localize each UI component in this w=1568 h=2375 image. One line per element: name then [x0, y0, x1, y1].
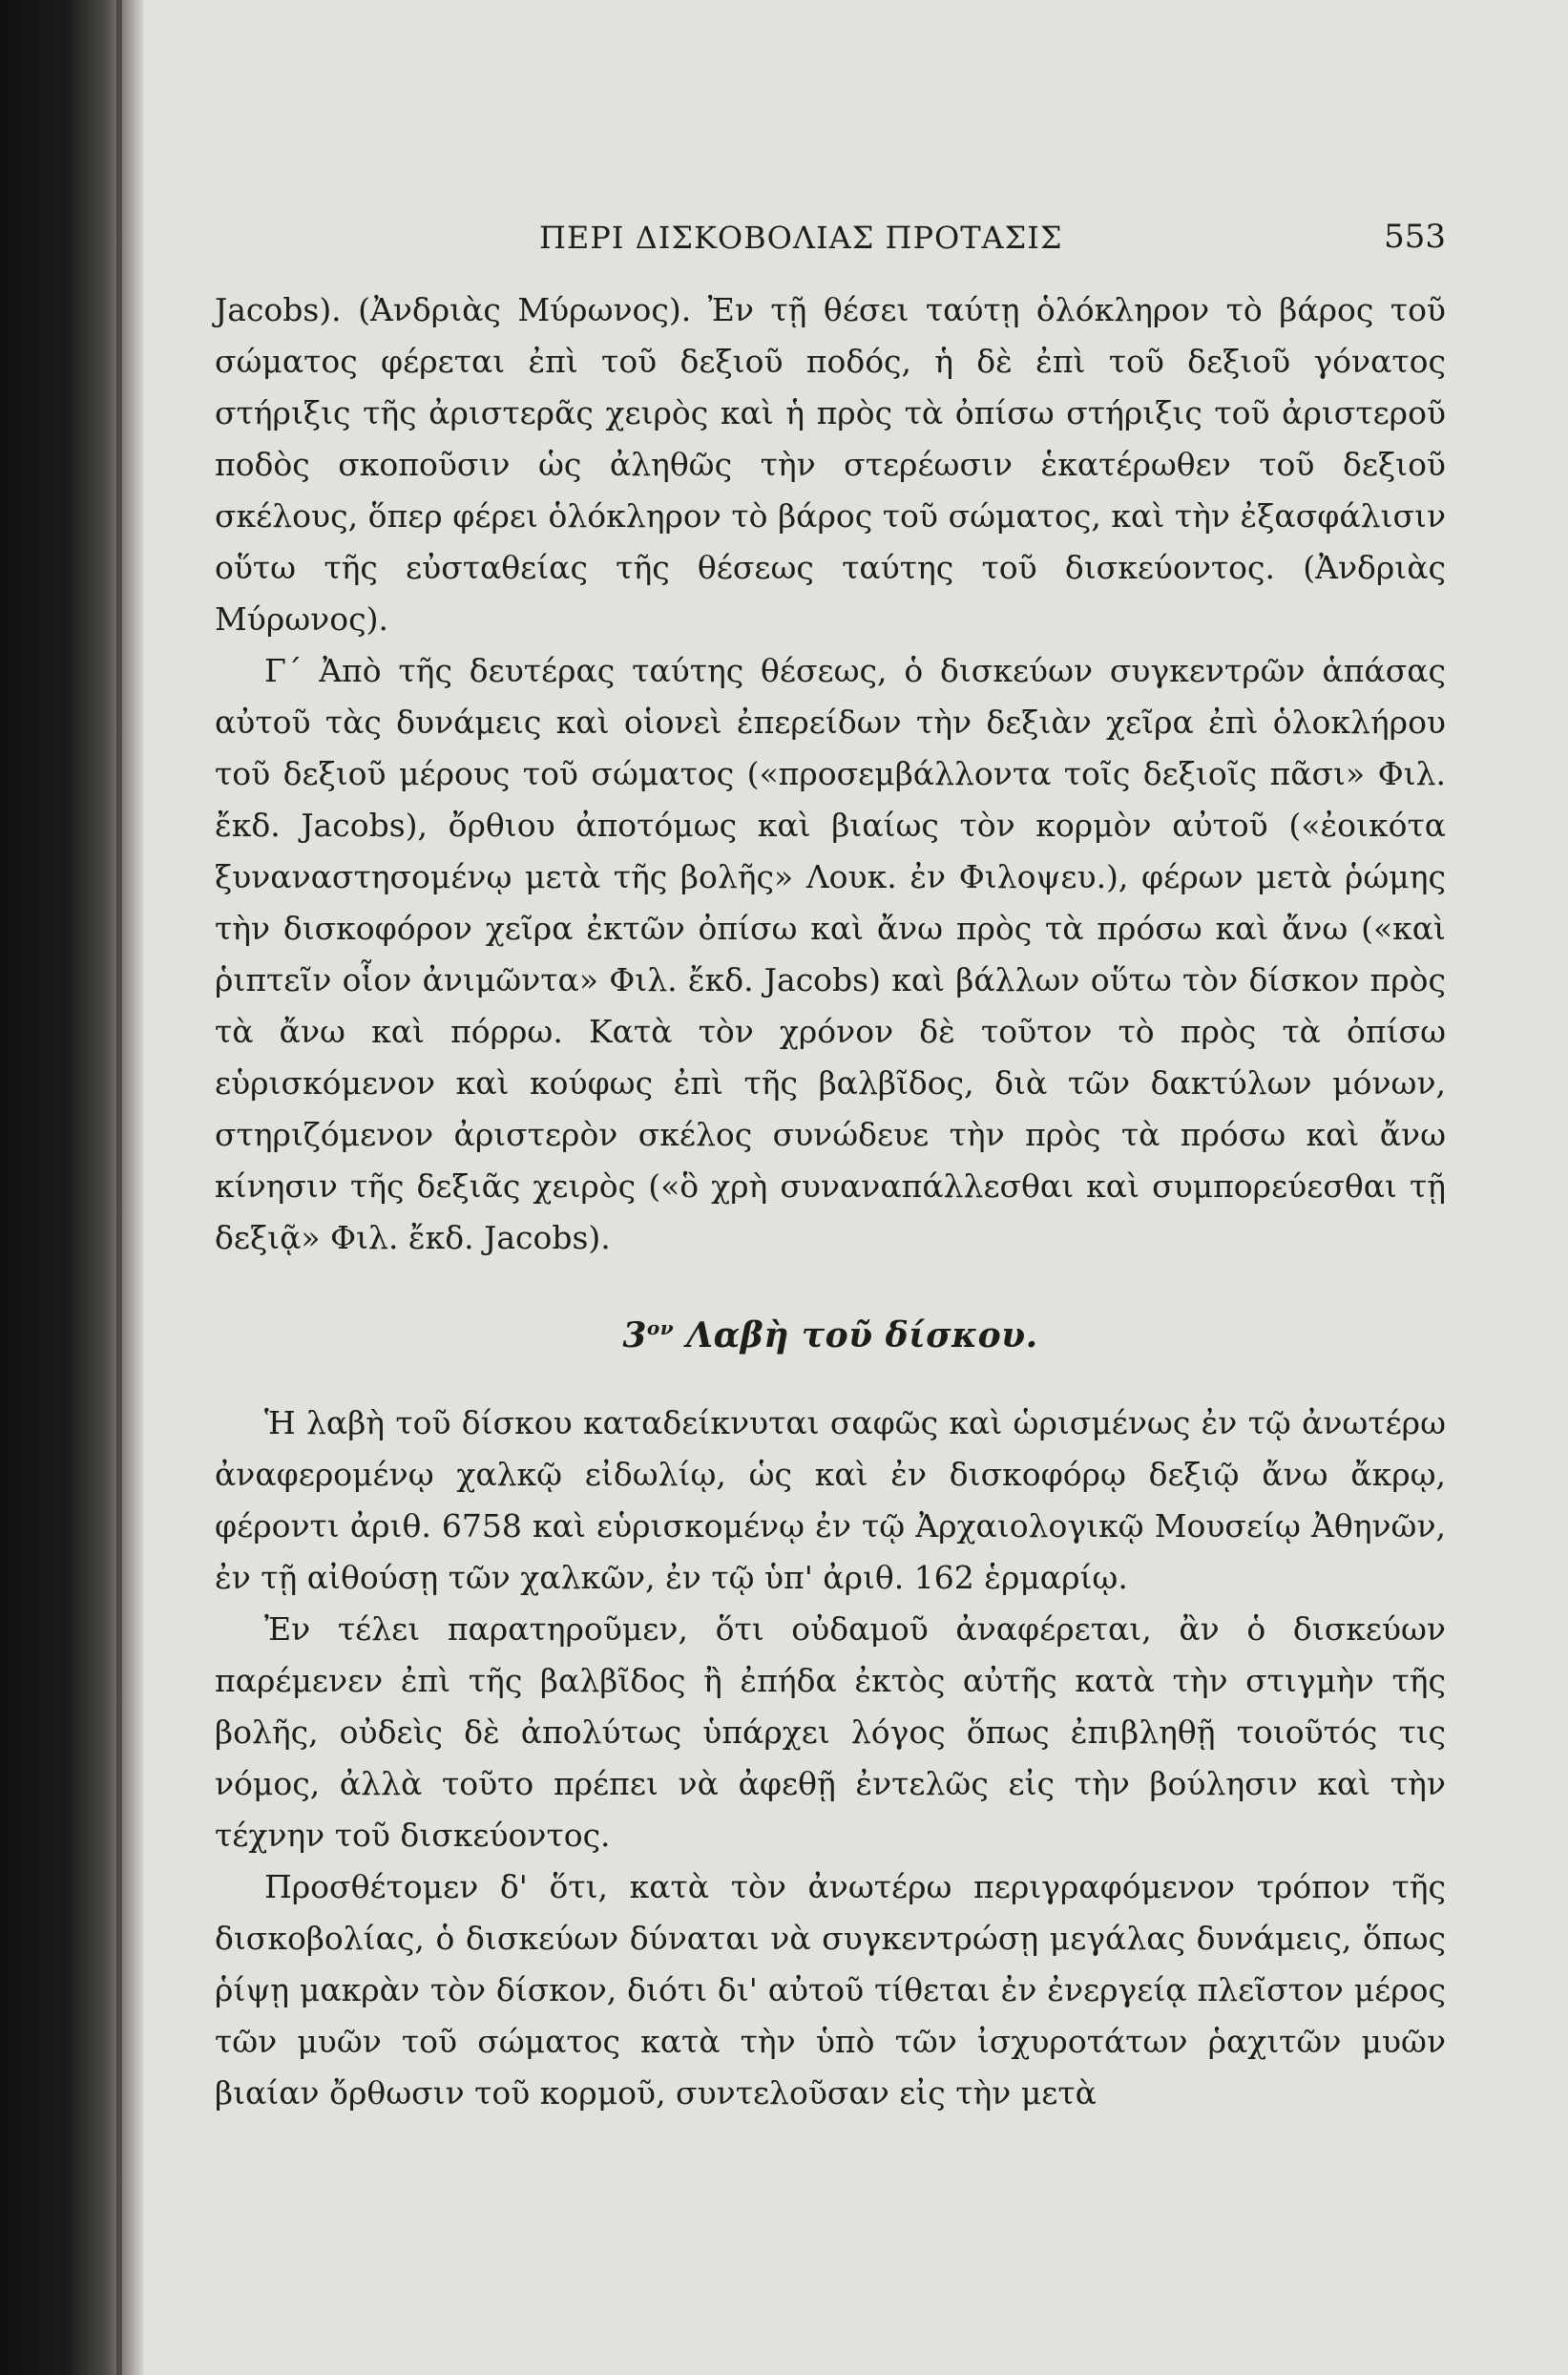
page-number: 553	[1384, 218, 1446, 256]
section-ordinal-suffix: ον	[646, 1316, 675, 1339]
section-ordinal: 3	[622, 1315, 647, 1356]
paragraph: Γ΄ Ἀπὸ τῆς δευτέρας ταύτης θέσεως, ὁ δισκεύων συγκεντρῶν ἁπάσας αὐτοῦ τὰς δυνάμεις καὶ οἱονεὶ ἐπερείδων τὴν δεξιὰν χεῖρα ἐπὶ ὁλοκλήρου τοῦ δεξιοῦ μέρους τοῦ σώματος («προσεμβάλλοντα τοῖς δεξιοῖς πᾶσι» Φιλ. ἔκδ. Jacobs), ὄρθιου ἀποτόμως καὶ βιαίως τὸν κορμὸν αὐτοῦ («ἐοικότα ξυναναστησομένῳ μετὰ τῆς βολῆς» Λουκ. ἐν Φιλοψευ.), φέρων μετὰ ῥώμης τὴν δισκοφόρον χεῖρα ἐκτῶν ὀπίσω καὶ ἄνω πρὸς τὰ πρόσω καὶ ἄνω («καὶ ῥιπτεῖν οἷον ἀνιμῶντα» Φιλ. ἔκδ. Jacobs) καὶ βάλλων οὕτω τὸν δίσκον πρὸς τὰ ἄνω καὶ πόρρω. Κατὰ τὸν χρόνον δὲ τοῦτον τὸ πρὸς τὰ ὀπίσω εὑρισκόμενον καὶ κούφως ἐπὶ τῆς βαλβῖδος, διὰ τῶν δακτύλων μόνων, στηριζόμενον ἀριστερὸν σκέλος συνώδευε τὴν πρὸς τὰ πρόσω καὶ ἄνω κίνησιν τῆς δεξιᾶς χειρὸς («ὃ χρὴ συναναπάλλεσθαι καὶ συμπορεύεσθαι τῇ δεξιᾷ» Φιλ. ἔκδ. Jacobs).	[215, 652, 1446, 1256]
binding-edge	[116, 0, 122, 2375]
paragraph: Προσθέτομεν δ' ὅτι, κατὰ τὸν ἀνωτέρω περιγραφόμενον τρόπον τῆς δισκοβολίας, ὁ δισκεύων δύναται νὰ συγκεντρώσῃ μεγάλας δυνάμεις, ὅπως ῥίψῃ μακρὰν τὸν δίσκον, διότι δι' αὐτοῦ τίθεται ἐν ἐνεργείᾳ πλεῖστον μέρος τῶν μυῶν τοῦ σώματος κατὰ τὴν ὑπὸ τῶν ἰσχυροτάτων ῥαχιτῶν μυῶν βιαίαν ὄρθωσιν τοῦ κορμοῦ, συντελοῦσαν εἰς τὴν μετὰ	[215, 1868, 1446, 2112]
section-title-text: Λαβὴ τοῦ δίσκου.	[686, 1315, 1038, 1356]
paragraph: Ἐν τέλει παρατηροῦμεν, ὅτι οὐδαμοῦ ἀναφέρεται, ἂν ὁ δισκεύων παρέμενεν ἐπὶ τῆς βαλβῖδος ἢ ἐπήδα ἐκτὸς αὐτῆς κατὰ τὴν στιγμὴν τῆς βολῆς, οὐδεὶς δὲ ἀπολύτως ὑπάρχει λόγος ὅπως ἐπιβληθῇ τοιοῦτός τις νόμος, ἀλλὰ τοῦτο πρέπει νὰ ἀφεθῇ ἐντελῶς εἰς τὴν βούλησιν καὶ τὴν τέχνην τοῦ δισκεύοντος.	[215, 1610, 1446, 1854]
page-header	[215, 210, 1446, 267]
paragraph: Jacobs). (Ἀνδριὰς Μύρωνος). Ἐν τῇ θέσει ταύτῃ ὁλόκληρον τὸ βάρος τοῦ σώματος φέρεται ἐπὶ τοῦ δεξιοῦ ποδός, ἡ δὲ ἐπὶ τοῦ δεξιοῦ γόνατος στήριξις τῆς ἀριστερᾶς χειρὸς καὶ ἡ πρὸς τὰ ὀπίσω στήριξις τοῦ ἀριστεροῦ ποδὸς σκοποῦσιν ὡς ἀληθῶς τὴν στερέωσιν ἑκατέρωθεν τοῦ δεξιοῦ σκέλους, ὅπερ φέρει ὁλόκληρον τὸ βάρος τοῦ σώματος, καὶ τὴν ἐξασφάλισιν οὕτω τῆς εὐσταθείας τῆς θέσεως ταύτης τοῦ δισκεύοντος. (Ἀνδριὰς Μύρωνος).	[215, 291, 1446, 638]
page-body	[215, 284, 1446, 2119]
section-heading	[215, 1315, 1446, 1356]
paragraph: Ἡ λαβὴ τοῦ δίσκου καταδείκνυται σαφῶς καὶ ὡρισμένως ἐν τῷ ἀνωτέρω ἀναφερομένῳ χαλκῷ εἰδωλίῳ, ὡς καὶ ἐν δισκοφόρῳ δεξιῷ ἄνω ἄκρῳ, φέροντι ἀριθ. 6758 καὶ εὑρισκομένῳ ἐν τῷ Ἀρχαιολογικῷ Μουσείῳ Ἀθηνῶν, ἐν τῇ αἰθούσῃ τῶν χαλκῶν, ἐν τῷ ὑπ' ἀριθ. 162 ἑρμαρίῳ.	[215, 1404, 1446, 1596]
book-page	[215, 210, 1446, 2119]
running-head: ΠΕΡΙ ΔΙΣΚΟΒΟΛΙΑΣ ΠΡΟΤΑΣΙΣ	[539, 220, 1063, 256]
